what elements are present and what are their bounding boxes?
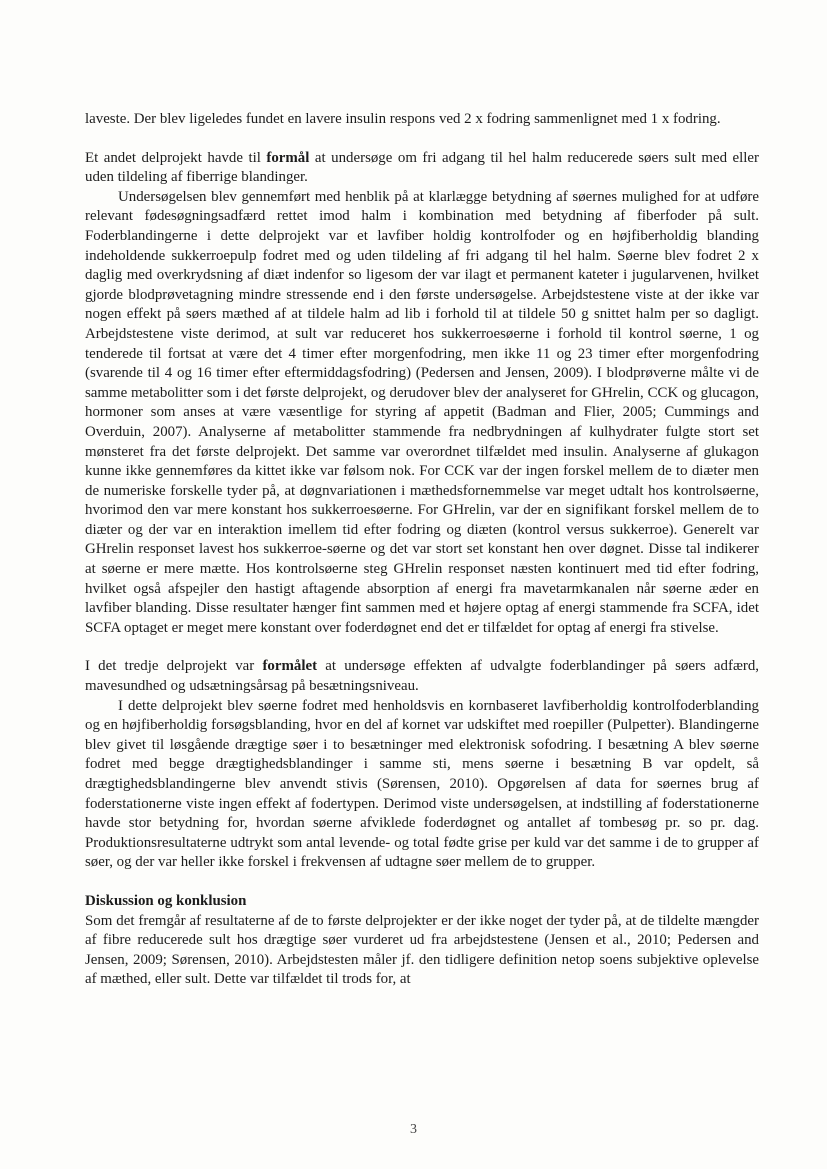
bold-term: formålet	[262, 658, 318, 675]
text-run: I det tredje delprojekt var	[85, 658, 263, 675]
paragraph-third-subproject-body: I dette delprojekt blev søerne fodret med henholdsvis en kornbaseret lavfiberholdig kontrolfoderblanding og en højfiberholdig forsøgsblanding, hvor en del af kornet var udskiftet med roepiller (Pulpetter). Blandingerne blev givet til løsgående drægtige søer i to besætninger med elektronisk sofodring. I besætning A blev søerne fodret med begge drægtighedsblandinger i samme sti, mens søerne i besætning B var opdelt, så drægtighedsblandingerne blev anvendt stivis (Sørensen, 2010). Opgørelsen af data for søernes brug af foderstationerne viste ingen effekt af fodertypen. Derimod viste undersøgelsen, at indstilling af foderstationerne havde stor betydning for, hvordan søerne afviklede foderdøgnet og antallet af tombesøg pr. so pr. dag. Produktionsresultaterne udtrykt som antal levende- og total fødte grise per kuld var det samme i de to grupper af søer, og der var heller ikke forskel i frekvensen af udtagne søer mellem de to grupper.	[85, 697, 759, 871]
paragraph-discussion: Som det fremgår af resultaterne af de to første delprojekter er der ikke noget der tyder på, at de tildelte mængder af fibre reducerede sult hos drægtige søer vurderet ud fra arbejdstestene (Jensen et al., 2010; Pedersen and Jensen, 2009; Sørensen, 2010). Arbejdstesten måler jf. den tidligere definition netop soens subjektive oplevelse af mæthed, eller sult. Dette var tilfældet til trods for, at	[85, 912, 759, 988]
paragraph-continued: laveste. Der blev ligeledes fundet en lavere insulin respons ved 2 x fodring sammenlignet med 1 x fodring.	[85, 111, 721, 127]
text-run: at undersøge om fri adgang til hel halm reducerede søers sult med eller uden tildeling af fiberrige blandinger.	[85, 149, 759, 186]
page-number: 3	[410, 1122, 417, 1137]
paragraph-third-subproject-intro	[85, 657, 759, 696]
text-run: at undersøge effekten af udvalgte foderblandinger på søers adfærd, mavesundhed og udsætningsårsag på besætningsniveau.	[85, 658, 760, 695]
section-heading: Diskussion og konklusion	[85, 892, 247, 909]
paragraph-second-subproject-body: Undersøgelsen blev gennemført med henblik på at klarlægge betydning af søernes mulighed for at udføre relevant fødesøgningsadfærd rettet imod halm i kombination med betydning af fiberfoder på sult. Foderblandingerne i dette delprojekt var et lavfiber holdig kontrolfoder og en højfiberholdig blanding indeholdende sukkerroepulp fodret med og uden tildeling af fri adgang til hel halm. Søerne blev fodret 2 x daglig med overkrydsning af diæt indenfor so ligesom der var ilagt et permanent kateter i jugularvenen, hvilket gjorde blodprøvetagning mindre stressende end i den første undersøgelse. Arbejdstestene viste at der ikke var nogen effekt på søers mæthed af at tildele halm ad lib i forhold til at tildele 50 g snittet halm per so dagligt. Arbejdstestene viste derimod, at sult var reduceret hos sukkerroesøerne i forhold til kontrol søerne, 1 og tenderede til fortsat at være det 4 timer efter morgenfodring, men ikke 11 og 23 timer efter morgenfodring (svarende til 4 og 16 timer efter eftermiddagsfodring) (Pedersen and Jensen, 2009). I blodprøverne målte vi de samme metabolitter som i det første delprojekt, og derudover blev der analyseret for GHrelin, CCK og glucagon, hormoner som anses at være væsentlige for styring af appetit (Badman and Flier, 2005; Cummings and Overduin, 2007). Analyserne af metabolitter stammende fra nedbrydningen af kulhydrater fulgte stort set mønsteret fra det første delprojekt. Det samme var overordnet tilfældet med insulin. Analyserne af glukagon kunne ikke gennemføres da kittet ikke var følsom nok. For CCK var der ingen forskel mellem de to diæter men de numeriske forskelle tyder på, at døgnvariationen i mæthedsfornemmelse var meget udtalt hos kontrolsøerne, hvorimod den var mere konstant hos sukkerroesøerne. For GHrelin, var der en signifikant forskel mellem de to diæter og der var en interaktion imellem tid efter fodring og diæten (kontrol versus sukkerroe). Generelt var GHrelin responset lavest hos sukkerroe-søerne og det var stort set konstant hen over døgnet. Disse tal indikerer at søerne er mere mætte. Hos kontrolsøerne steg GHrelin responset næsten kontinuert med tid efter fodring, hvilket også afspejler den hastigt aftagende absorption af energi fra mavetarmkanalen når søerne æder en lavfiber blanding. Disse resultater hænger fint sammen med et højere optag af energi stammende fra SCFA, idet SCFA optaget er meget mere konstant over foderdøgnet end det er tilfældet for optag af energi fra stivelse.	[85, 188, 759, 636]
text-run: Et andet delprojekt havde til	[85, 149, 267, 166]
bold-term: formål	[266, 149, 310, 166]
paragraph-second-subproject-intro	[85, 149, 759, 188]
